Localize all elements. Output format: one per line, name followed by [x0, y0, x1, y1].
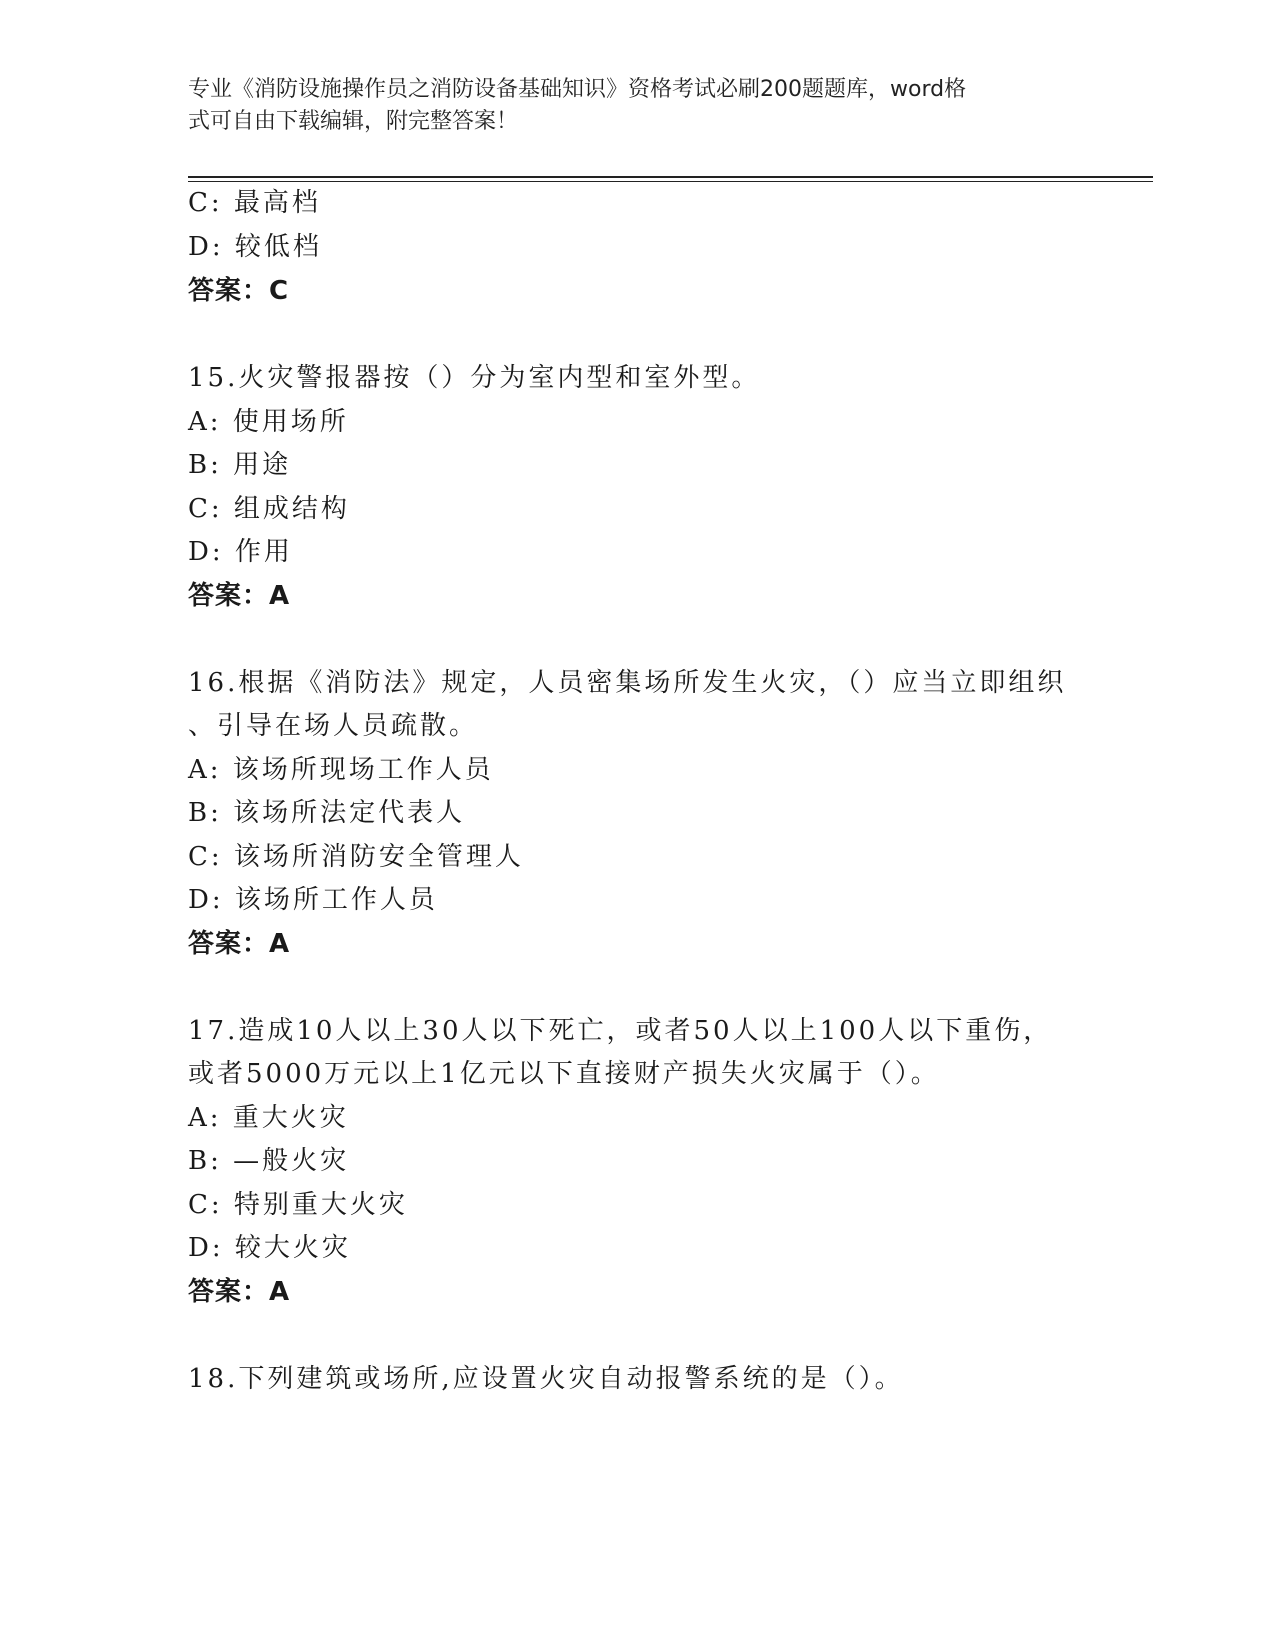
option-a: A: 使用场所 — [188, 407, 349, 437]
question-16-stem-line-2: 、引导在场人员疏散。 — [188, 711, 479, 741]
option-b: B: —般火灾 — [188, 1146, 350, 1176]
option-a: A: 该场所现场工作人员 — [188, 755, 494, 785]
question-16-stem-line-1: 16.根据《消防法》规定，人员密集场所发生火灾，（）应当立即组织 — [188, 668, 1067, 698]
option-c: C: 组成结构 — [188, 494, 350, 524]
option-b: B: 该场所法定代表人 — [188, 798, 466, 828]
answer-line: 答案：A — [188, 1277, 291, 1307]
option-b: B: 用途 — [188, 450, 292, 480]
option-c: C: 最高档 — [188, 188, 321, 218]
header-line-2: 式可自由下载编辑，附完整答案！ — [188, 109, 519, 134]
question-17-stem-line-1: 17.造成10人以上30人以下死亡，或者50人以上100人以下重伤， — [188, 1016, 1053, 1046]
question-17-stem-line-2: 或者5000万元以上1亿元以下直接财产损失火灾属于（）。 — [188, 1059, 940, 1089]
document-header — [188, 74, 1078, 138]
option-d: D: 较大火灾 — [188, 1233, 351, 1263]
option-d: D: 该场所工作人员 — [188, 885, 438, 915]
header-line-1: 专业《消防设施操作员之消防设备基础知识》资格考试必刷200题题库，word格 — [188, 77, 967, 102]
header-rule-thick — [188, 176, 1153, 178]
question-18-stem: 18.下列建筑或场所,应设置火灾自动报警系统的是（）。 — [188, 1364, 904, 1394]
header-rule-thin — [188, 181, 1153, 182]
option-c: C: 该场所消防安全管理人 — [188, 842, 524, 872]
answer-line: 答案：A — [188, 929, 291, 959]
question-15-stem: 15.火灾警报器按（）分为室内型和室外型。 — [188, 363, 761, 393]
answer-line: 答案：A — [188, 581, 291, 611]
option-a: A: 重大火灾 — [188, 1103, 349, 1133]
option-d: D: 较低档 — [188, 232, 322, 262]
answer-line: 答案：C — [188, 276, 290, 306]
option-d: D: 作用 — [188, 537, 293, 567]
option-c: C: 特别重大火灾 — [188, 1190, 408, 1220]
